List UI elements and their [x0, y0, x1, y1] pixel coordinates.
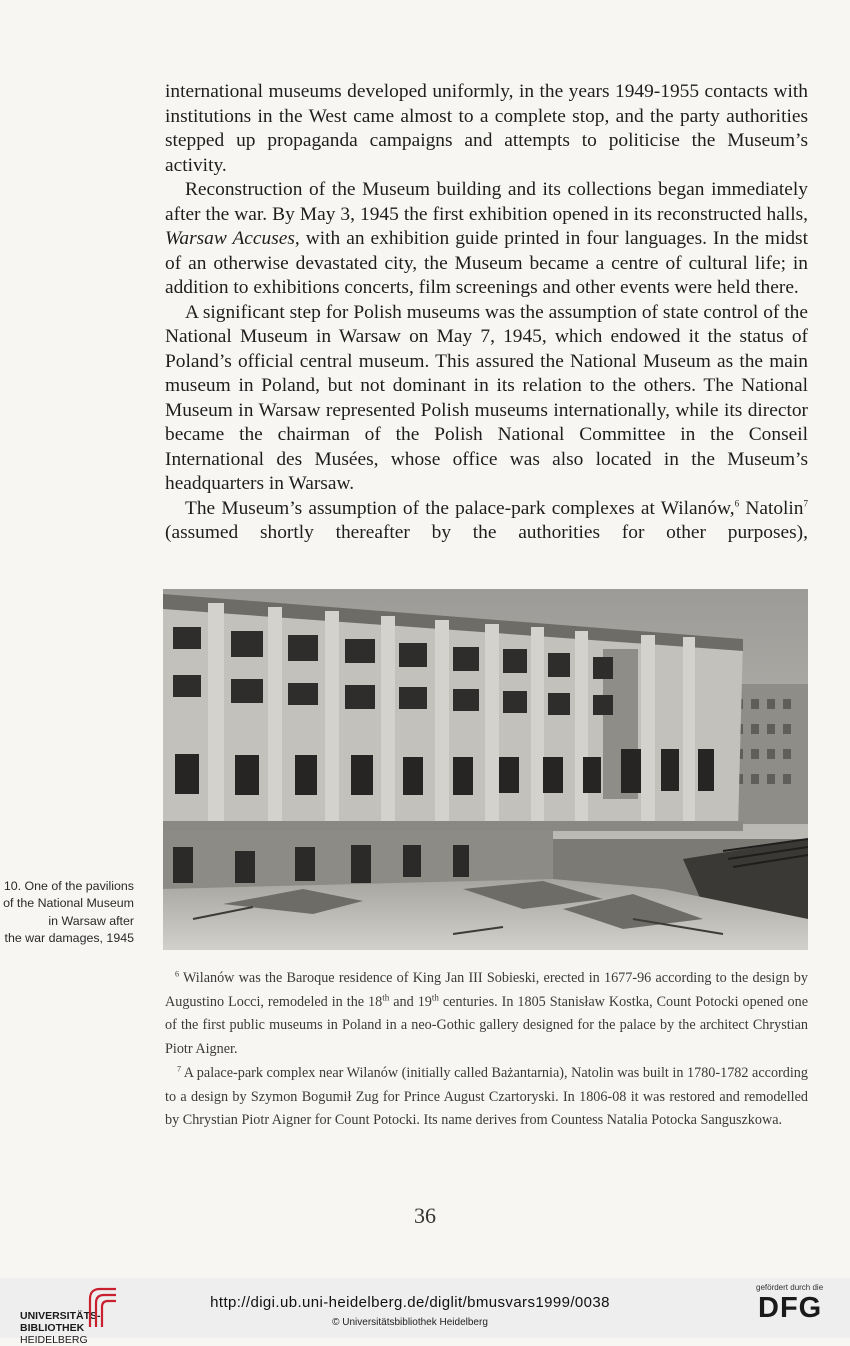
paragraph-1: international museums developed uniformly, in the years 1949-1955 contacts with institutions in the West came almost to a complete stop, and the party authorities stepped up propaganda campaigns and attempts to politicise the Museum’s activity. [165, 81, 808, 176]
paragraph-4 [165, 497, 808, 546]
page-url-link[interactable]: http://digi.ub.uni-heidelberg.de/diglit/bmusvars1999/0038 [210, 1294, 610, 1311]
footnote-6-text-c: centuries. In 1805 Stanisław Kostka, Count Potocki opened one of the first public museums in Poland in a neo-Gothic gallery designed for the palace by the architect Chrystian Piotr Aigner. [165, 993, 808, 1058]
copyright-notice: © Universitätsbibliothek Heidelberg [332, 1317, 488, 1328]
body-text [165, 80, 808, 546]
footnote-6-mark: 6 [175, 969, 179, 979]
paragraph-3: A significant step for Polish museums was the assumption of state control of the National Museum in Warsaw on May 7, 1945, which endowed it the status of Poland’s official central museum. This assured the National Museum as the main museum in Poland, but not dominant in its relation to the others. The National Museum in Warsaw represented Polish museums internationally, while its director became the chairman of the Polish National Committee in the Conseil International des Musées, whose office was also located in the Museum’s headquarters in Warsaw. [165, 301, 808, 494]
caption-line-4: the war damages, 1945 [4, 930, 134, 945]
footnote-7-mark: 7 [177, 1064, 181, 1074]
paragraph-4-end: (assumed shortly thereafter by the authorities for other purposes), [165, 522, 808, 543]
dfg-logo[interactable]: DFG [758, 1292, 823, 1324]
footnote-6 [165, 967, 808, 1062]
footnote-ref-7[interactable]: 7 [803, 498, 809, 509]
caption-line-2: of the National Museum [3, 896, 134, 911]
digitization-footer [0, 1278, 850, 1346]
figure-caption [0, 878, 134, 947]
footnotes [165, 967, 808, 1133]
museum-pavilion-illustration [163, 589, 808, 950]
funder-caption: gefördert durch die [756, 1283, 824, 1292]
paragraph-4-start: The Museum’s assumption of the palace-park complexes at Wilanów, [185, 497, 735, 519]
museum-pavilion-photo [163, 589, 808, 950]
footnote-6-ordinal-1: th [382, 991, 390, 1002]
footnote-7 [165, 1062, 808, 1133]
caption-line-1: 10. One of the pavilions [3, 879, 134, 893]
footnote-6-ordinal-2: th [431, 991, 439, 1002]
footnote-6-text-a: Wilanów was the Baroque residence of King Jan III Sobieski, erected in 1677-96 according to the design by Augustino Locci, remodeled in the 18 [165, 970, 808, 1010]
footnote-7-text: A palace-park complex near Wilanów (initially called Bażantarnia), Natolin was built in 1780-1782 according to a design by Szymon Bogumił Zug for Prince August Czartoryski. In 1806-08 it was restored and remodelled by Chrystian Piotr Aigner for Count Potocki. Its name derives from Countess Natalia Potocka Sanguszkowa. [165, 1064, 808, 1129]
library-name-line-2: BIBLIOTHEK [20, 1322, 85, 1334]
paragraph-2-end: , with an exhibition guide printed in four languages. In the midst of an otherwise devastated city, the Museum became a centre of cultural life; in addition to exhibitions concerts, film screenings and other events were held there. [165, 228, 808, 298]
library-name-line-1: UNIVERSITÄTS- [20, 1310, 101, 1322]
paragraph-4-middle: Natolin [739, 497, 804, 519]
paragraph-2-start: Reconstruction of the Museum building and its collections began immediately after the war. By May 3, 1945 the first exhibition opened in its reconstructed halls, [165, 179, 808, 225]
paragraph-2 [165, 178, 808, 301]
footnote-ref-6[interactable]: 6 [734, 498, 740, 509]
page-number: 36 [414, 1203, 436, 1228]
exhibition-title: Warsaw Accuses [165, 228, 295, 249]
library-name-line-3: HEIDELBERG [20, 1334, 88, 1346]
caption-line-3: in Warsaw after [48, 913, 134, 928]
library-emblem-icon [86, 1285, 120, 1329]
footnote-6-text-b: and 19 [389, 993, 432, 1010]
